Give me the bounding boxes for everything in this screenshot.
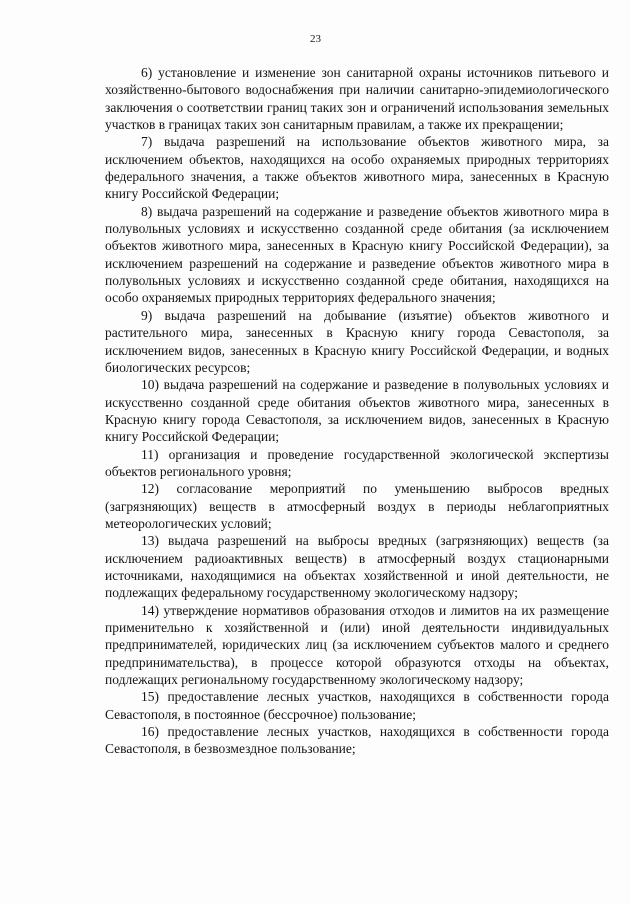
paragraph-item-9: 9) выдача разрешений на добывание (изъятие) объектов животного и растительного мира, занесенных в Красную книгу города Севастополя, за исключением видов, занесенных в Красную книгу Российской Федерации, и водных биологических ресурсов; [105, 307, 609, 375]
page-number: 23 [310, 33, 321, 45]
paragraph-item-14: 14) утверждение нормативов образования отходов и лимитов на их размещение применительно к хозяйственной и (или) иной деятельности индивидуальных предпринимателей, юридических лиц (за исключением субъектов малого и среднего предпринимательства), в процессе которой образуются отходы на объектах, подлежащих региональному государственному экологическому надзору; [105, 602, 609, 688]
paragraph-item-8: 8) выдача разрешений на содержание и разведение объектов животного мира в полувольных условиях и искусственно созданной среде обитания (за исключением объектов животного мира, занесенных в Красную книгу Российской Федерации), за исключением разрешений на содержание и разведение объектов животного мира в полувольных условиях и искусственно созданной среде обитания, находящихся на особо охраняемых природных территориях федерального значения; [105, 203, 609, 306]
paragraph-item-13: 13) выдача разрешений на выбросы вредных (загрязняющих) веществ (за исключением радиоактивных веществ) в атмосферный воздух стационарными источниками, находящимися на объектах хозяйственной и иной деятельности, не подлежащих федеральному государственному экологическому надзору; [105, 533, 609, 601]
document-body [105, 64, 609, 758]
paragraph-item-10: 10) выдача разрешений на содержание и разведение в полувольных условиях и искусственно созданной среде обитания объектов животного мира, занесенных в Красную книгу города Севастополя, за исключением видов, занесенных в Красную книгу Российской Федерации; [105, 377, 609, 445]
paragraph-item-7: 7) выдача разрешений на использование объектов животного мира, за исключением объектов, находящихся на особо охраняемых природных территориях федерального значения, а также объектов животного мира, занесенных в Красную книгу Российской Федерации; [105, 134, 609, 202]
paragraph-item-16: 16) предоставление лесных участков, находящихся в собственности города Севастополя, в безвозмездное пользование; [105, 724, 609, 757]
paragraph-item-6: 6) установление и изменение зон санитарной охраны источников питьевого и хозяйственно-бытового водоснабжения при наличии санитарно-эпидемиологического заключения о соответствии границ таких зон и ограничений использования земельных участков в границах таких зон санитарным правилам, а также их прекращении; [105, 65, 609, 133]
paragraph-item-12: 12) согласование мероприятий по уменьшению выбросов вредных (загрязняющих) веществ в атмосферный воздух в периоды неблагоприятных метеорологических условий; [105, 481, 609, 531]
paragraph-item-15: 15) предоставление лесных участков, находящихся в собственности города Севастополя, в постоянное (бессрочное) пользование; [105, 689, 609, 722]
paragraph-item-11: 11) организация и проведение государственной экологической экспертизы объектов регионального уровня; [105, 446, 609, 479]
